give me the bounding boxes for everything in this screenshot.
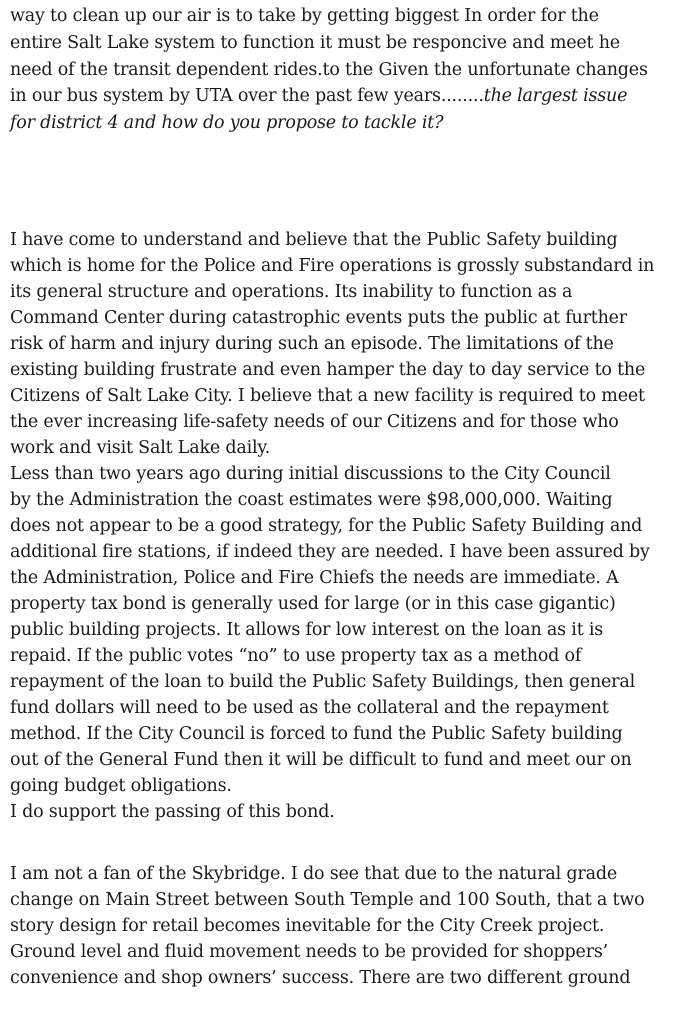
line-text: by the Administration the coast estimates were $98,000,000. Waiting [10, 490, 613, 510]
line-text: I do support the passing of this bond. [10, 802, 335, 822]
text-line [10, 566, 619, 590]
text-line [10, 332, 614, 356]
line-text-italic: for district 4 and how do you propose to tackle it? [10, 113, 444, 133]
line-text: does not appear to be a good strategy, for the Public Safety Building and [10, 516, 643, 536]
text-line [10, 254, 654, 278]
line-text: existing building frustrate and even hamper the day to day service to the [10, 360, 646, 380]
text-line [10, 644, 581, 668]
line-text: repayment of the loan to build the Public Safety Buildings, then general [10, 672, 635, 692]
text-line [10, 84, 627, 108]
text-line [10, 410, 619, 434]
line-text: repaid. If the public votes “no” to use property tax as a method of [10, 646, 582, 666]
text-line [10, 592, 616, 616]
text-line [10, 514, 642, 538]
line-text: additional fire stations, if indeed they are needed. I have been assured by [10, 542, 650, 562]
text-line [10, 111, 443, 135]
line-text: public building projects. It allows for low interest on the loan as it is [10, 620, 604, 640]
text-line [10, 280, 572, 304]
line-text: I am not a fan of the Skybridge. I do see that due to the natural grade [10, 864, 617, 884]
line-text: entire Salt Lake system to function it must be responcive and meet he [10, 33, 620, 53]
line-text: Command Center during catastrophic events puts the public at further [10, 308, 627, 328]
line-text: convenience and shop owners’ success. There are two different ground [10, 968, 631, 988]
line-text: need of the transit dependent rides.to the Given the unfortunate changes [10, 60, 648, 80]
text-line [10, 966, 630, 990]
text-line [10, 722, 622, 746]
line-text: property tax bond is generally used for large (or in this case gigantic) [10, 594, 616, 614]
line-text: I have come to understand and believe that the Public Safety building [10, 230, 618, 250]
text-line [10, 862, 617, 886]
text-line [10, 228, 618, 252]
text-line [10, 748, 632, 772]
text-line [10, 618, 603, 642]
line-text: fund dollars will need to be used as the collateral and the repayment [10, 698, 609, 718]
text-line [10, 358, 645, 382]
line-text: method. If the City Council is forced to fund the Public Safety building [10, 724, 623, 744]
line-text: Less than two years ago during initial discussions to the City Council [10, 464, 611, 484]
text-line [10, 31, 620, 55]
text-line [10, 774, 232, 798]
text-line [10, 670, 635, 694]
line-text: Ground level and fluid movement needs to be provided for shoppers’ [10, 942, 609, 962]
line-text: change on Main Street between South Temple and 100 South, that a two [10, 890, 645, 910]
line-text: Citizens of Salt Lake City. I believe that a new facility is required to meet [10, 386, 645, 406]
text-line [10, 888, 644, 912]
text-line [10, 384, 645, 408]
line-text: going budget obligations. [10, 776, 232, 796]
text-line [10, 306, 627, 330]
text-line [10, 914, 604, 938]
line-text: the Administration, Police and Fire Chiefs the needs are immediate. A [10, 568, 619, 588]
line-text: its general structure and operations. Its inability to function as a [10, 282, 573, 302]
text-line [10, 800, 335, 824]
line-text: the ever increasing life-safety needs of our Citizens and for those who [10, 412, 619, 432]
text-line [10, 940, 608, 964]
line-text: work and visit Salt Lake daily. [10, 438, 271, 458]
text-line [10, 540, 650, 564]
line-text: out of the General Fund then it will be difficult to fund and meet our on [10, 750, 632, 770]
text-line [10, 4, 599, 28]
line-text: which is home for the Police and Fire operations is grossly substandard in [10, 256, 655, 276]
text-line [10, 436, 270, 460]
line-text: way to clean up our air is to take by getting biggest In order for the [10, 6, 599, 26]
text-line [10, 462, 611, 486]
text-line [10, 58, 648, 82]
line-text-italic: the largest issue [483, 86, 628, 106]
line-text: in our bus system by UTA over the past few years........ [10, 86, 484, 106]
line-text: risk of harm and injury during such an episode. The limitations of the [10, 334, 614, 354]
line-text: story design for retail becomes inevitable for the City Creek project. [10, 916, 605, 936]
text-line [10, 696, 609, 720]
text-line [10, 488, 612, 512]
